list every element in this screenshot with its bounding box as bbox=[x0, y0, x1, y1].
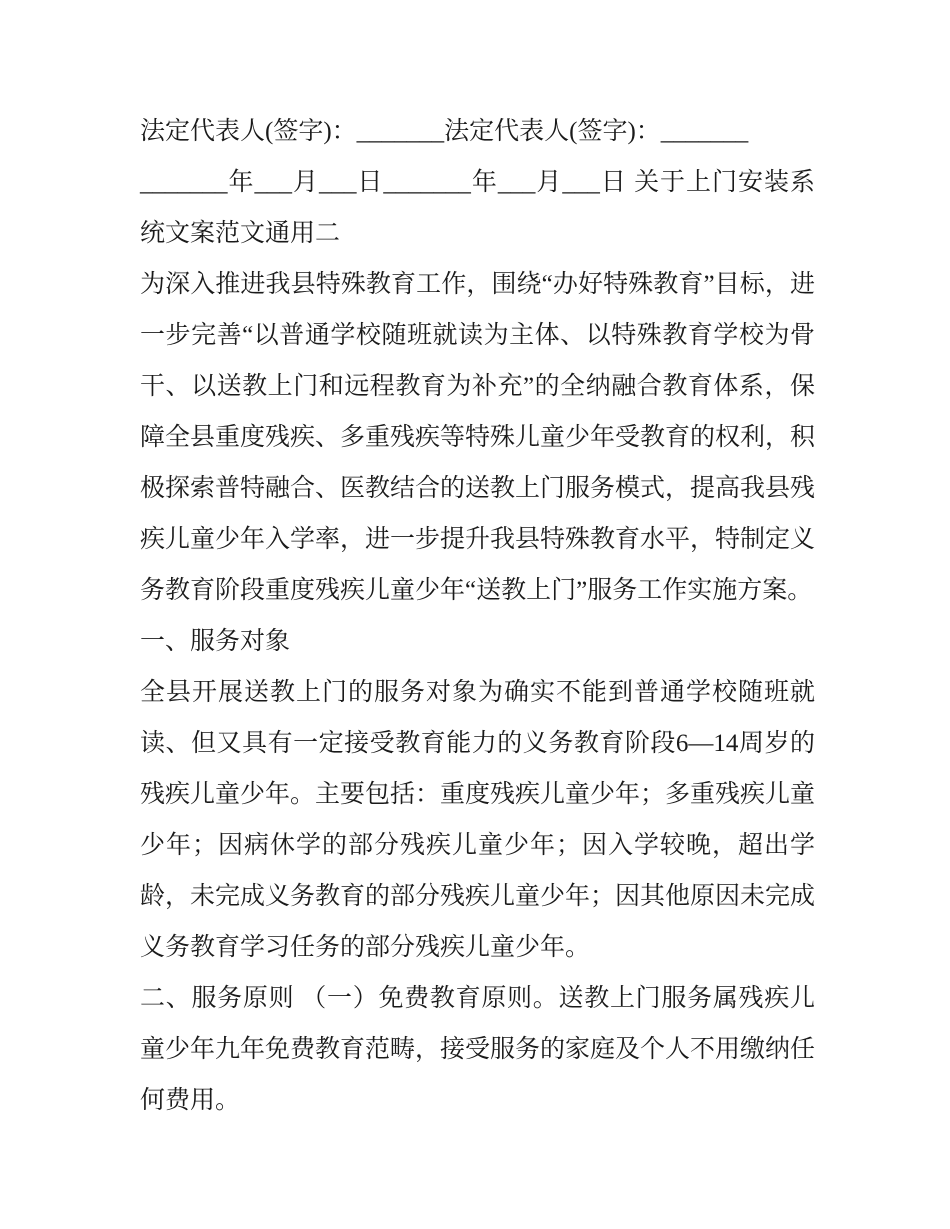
signature-line: 法定代表人(签字)：_______法定代表人(签字)：_______ bbox=[140, 118, 749, 145]
intro-paragraph: 为深入推进我县特殊教育工作，围绕“办好特殊教育”目标，进一步完善“以普通学校随班就读为主体、以特殊教育学校为骨干、以送教上门和远程教育为补充”的全纳融合教育体系，保障全县重度残疾、多重残疾等特殊儿童少年受教育的权利，积极探索普特融合、医教结合的送教上门服务模式，提高我县残疾儿童少年入学率，进一步提升我县特殊教育水平，特制定义务教育阶段重度残疾儿童少年“送教上门”服务工作实施方案。 bbox=[140, 271, 816, 604]
service-target-paragraph: 全县开展送教上门的服务对象为确实不能到普通学校随班就读、但又具有一定接受教育能力的义务教育阶段6—14周岁的残疾儿童少年。主要包括：重度残疾儿童少年；多重残疾儿童少年；因病休学的部分残疾儿童少年；因入学较晚，超出学龄，未完成义务教育的部分残疾儿童少年；因其他原因未完成义务教育学习任务的部分残疾儿童少年。 bbox=[140, 679, 816, 961]
document-body bbox=[140, 106, 815, 1126]
date-and-title: _______年___月___日_______年___月___日 关于上门安装系统文案范文通用二 bbox=[140, 169, 815, 247]
section-heading-service-target: 一、服务对象 bbox=[140, 628, 291, 655]
service-principle-paragraph: 二、服务原则 （一）免费教育原则。送教上门服务属残疾儿童少年九年免费教育范畴，接受服务的家庭及个人不用缴纳任何费用。 bbox=[140, 985, 816, 1114]
